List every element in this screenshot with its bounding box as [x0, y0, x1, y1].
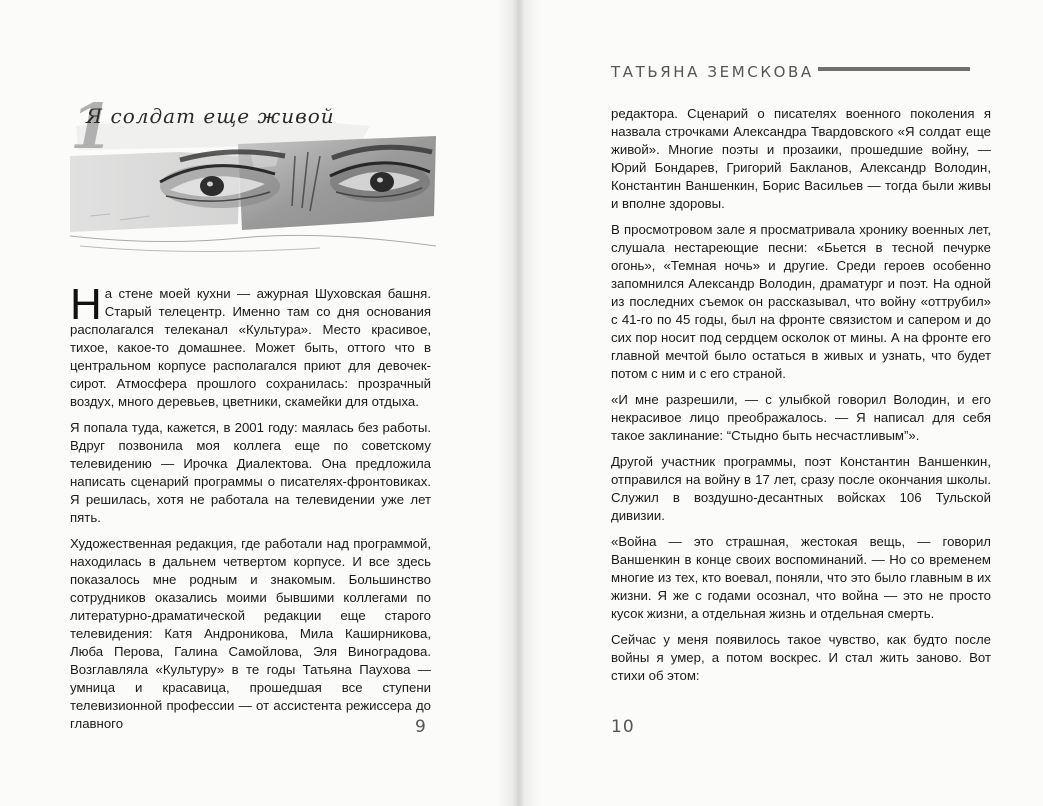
drop-cap: Н	[70, 280, 102, 329]
paragraph: Художественная редакция, где работали над программой, находилась в дальнем четвертом корпусе. И все здесь показалось мне родным и знакомым. Большинство сотрудников оказались моими бывшими коллегами по литературно-драматической редакции еще старого телевидения: Катя Андроникова, Мила Каширникова, Люба Перова, Галина Самойлова, Эля Виноградова. Возглавляла «Культуру» в те годы Татьяна Паухова — умница и красавица, прошедшая все ступени телевизионной профессии — от ассистента режиссера до главного	[70, 536, 431, 731]
paragraph: На стене моей кухни — ажурная Шуховская башня. Старый телецентр. Именно там со дня основания располагался телеканал «Культура». Место красивое, тихое, какое-то домашнее. Может быть, оттого что в центральном корпусе располагался приют для девочек-сирот. Атмосфера прошлого сохранилась: прозрачный воздух, много деревьев, цветники, скамейки для отдыха.	[70, 280, 431, 409]
paragraph: Сейчас у меня появилось такое чувство, как будто после войны я умер, а потом воскрес. И стал жить заново. Вот стихи об этом:	[611, 632, 991, 683]
running-header: ТАТЬЯНА ЗЕМСКОВА	[611, 63, 814, 81]
chapter-illustration	[70, 90, 436, 266]
left-page	[0, 0, 519, 806]
paragraph: В просмотровом зале я просматривала хронику военных лет, слушала нестареющие песни: «Бьется в тесной печурке огонь», «Темная ночь» и другие. Среди героев особенно запомнился Александр Володин, драматург и поэт. На одной из последних съемок он рассказывал, что войну «оттрубил» с 41-го по 45 годы, был на фронте связистом и сапером и до сих пор носит под сердцем осколок от мины. А на фронте его главной мечтой было остаться в живых и узнать, что будет потом с ним и с его страной.	[611, 222, 991, 381]
paragraph: «Война — это страшная, жестокая вещь, — говорил Ваншенкин в конце своих воспоминаний. — Но со временем многие из тех, кто воевал, поняли, что это было главным в их жизни. Я же с годами осознал, что война — это не просто кусок жизни, а отдельная жизнь и отдельная смерть.	[611, 534, 991, 621]
page-number: 9	[415, 717, 427, 737]
chapter-number: 1	[70, 90, 114, 163]
right-page	[519, 0, 1043, 806]
paragraph: редактора. Сценарий о писателях военного поколения я назвала строчками Александра Твардовского «Я солдат еще живой». Многие поэты и прозаики, прошедшие войну, — Юрий Бондарев, Григорий Бакланов, Александр Володин, Константин Ваншенкин, Борис Васильев — тогда были живы и вполне здоровы.	[611, 106, 991, 211]
paragraph: Я попала туда, кажется, в 2001 году: маялась без работы. Вдруг позвонила моя коллега еще по советскому телевидению — Ирочка Диалектова. Она предложила написать сценарий программы о писателях-фронтовиках. Я решилась, хотя не работала на телевидении уже лет пять.	[70, 420, 431, 525]
page-number: 10	[611, 717, 635, 737]
paragraph: «И мне разрешили, — с улыбкой говорил Володин, и его некрасивое лицо преображалось. — Я написал для себя такое заклинание: “Стыдно быть несчастливым”».	[611, 392, 991, 443]
header-rule	[818, 67, 970, 71]
right-page-text	[611, 105, 991, 693]
paragraph: Другой участник программы, поэт Константин Ваншенкин, отправился на войну в 17 лет, сразу после окончания школы. Служил в воздушно-десантных войсках 106 Тульской дивизии.	[611, 454, 991, 523]
left-page-text	[70, 280, 431, 741]
chapter-title: Я солдат еще живой	[86, 104, 335, 128]
